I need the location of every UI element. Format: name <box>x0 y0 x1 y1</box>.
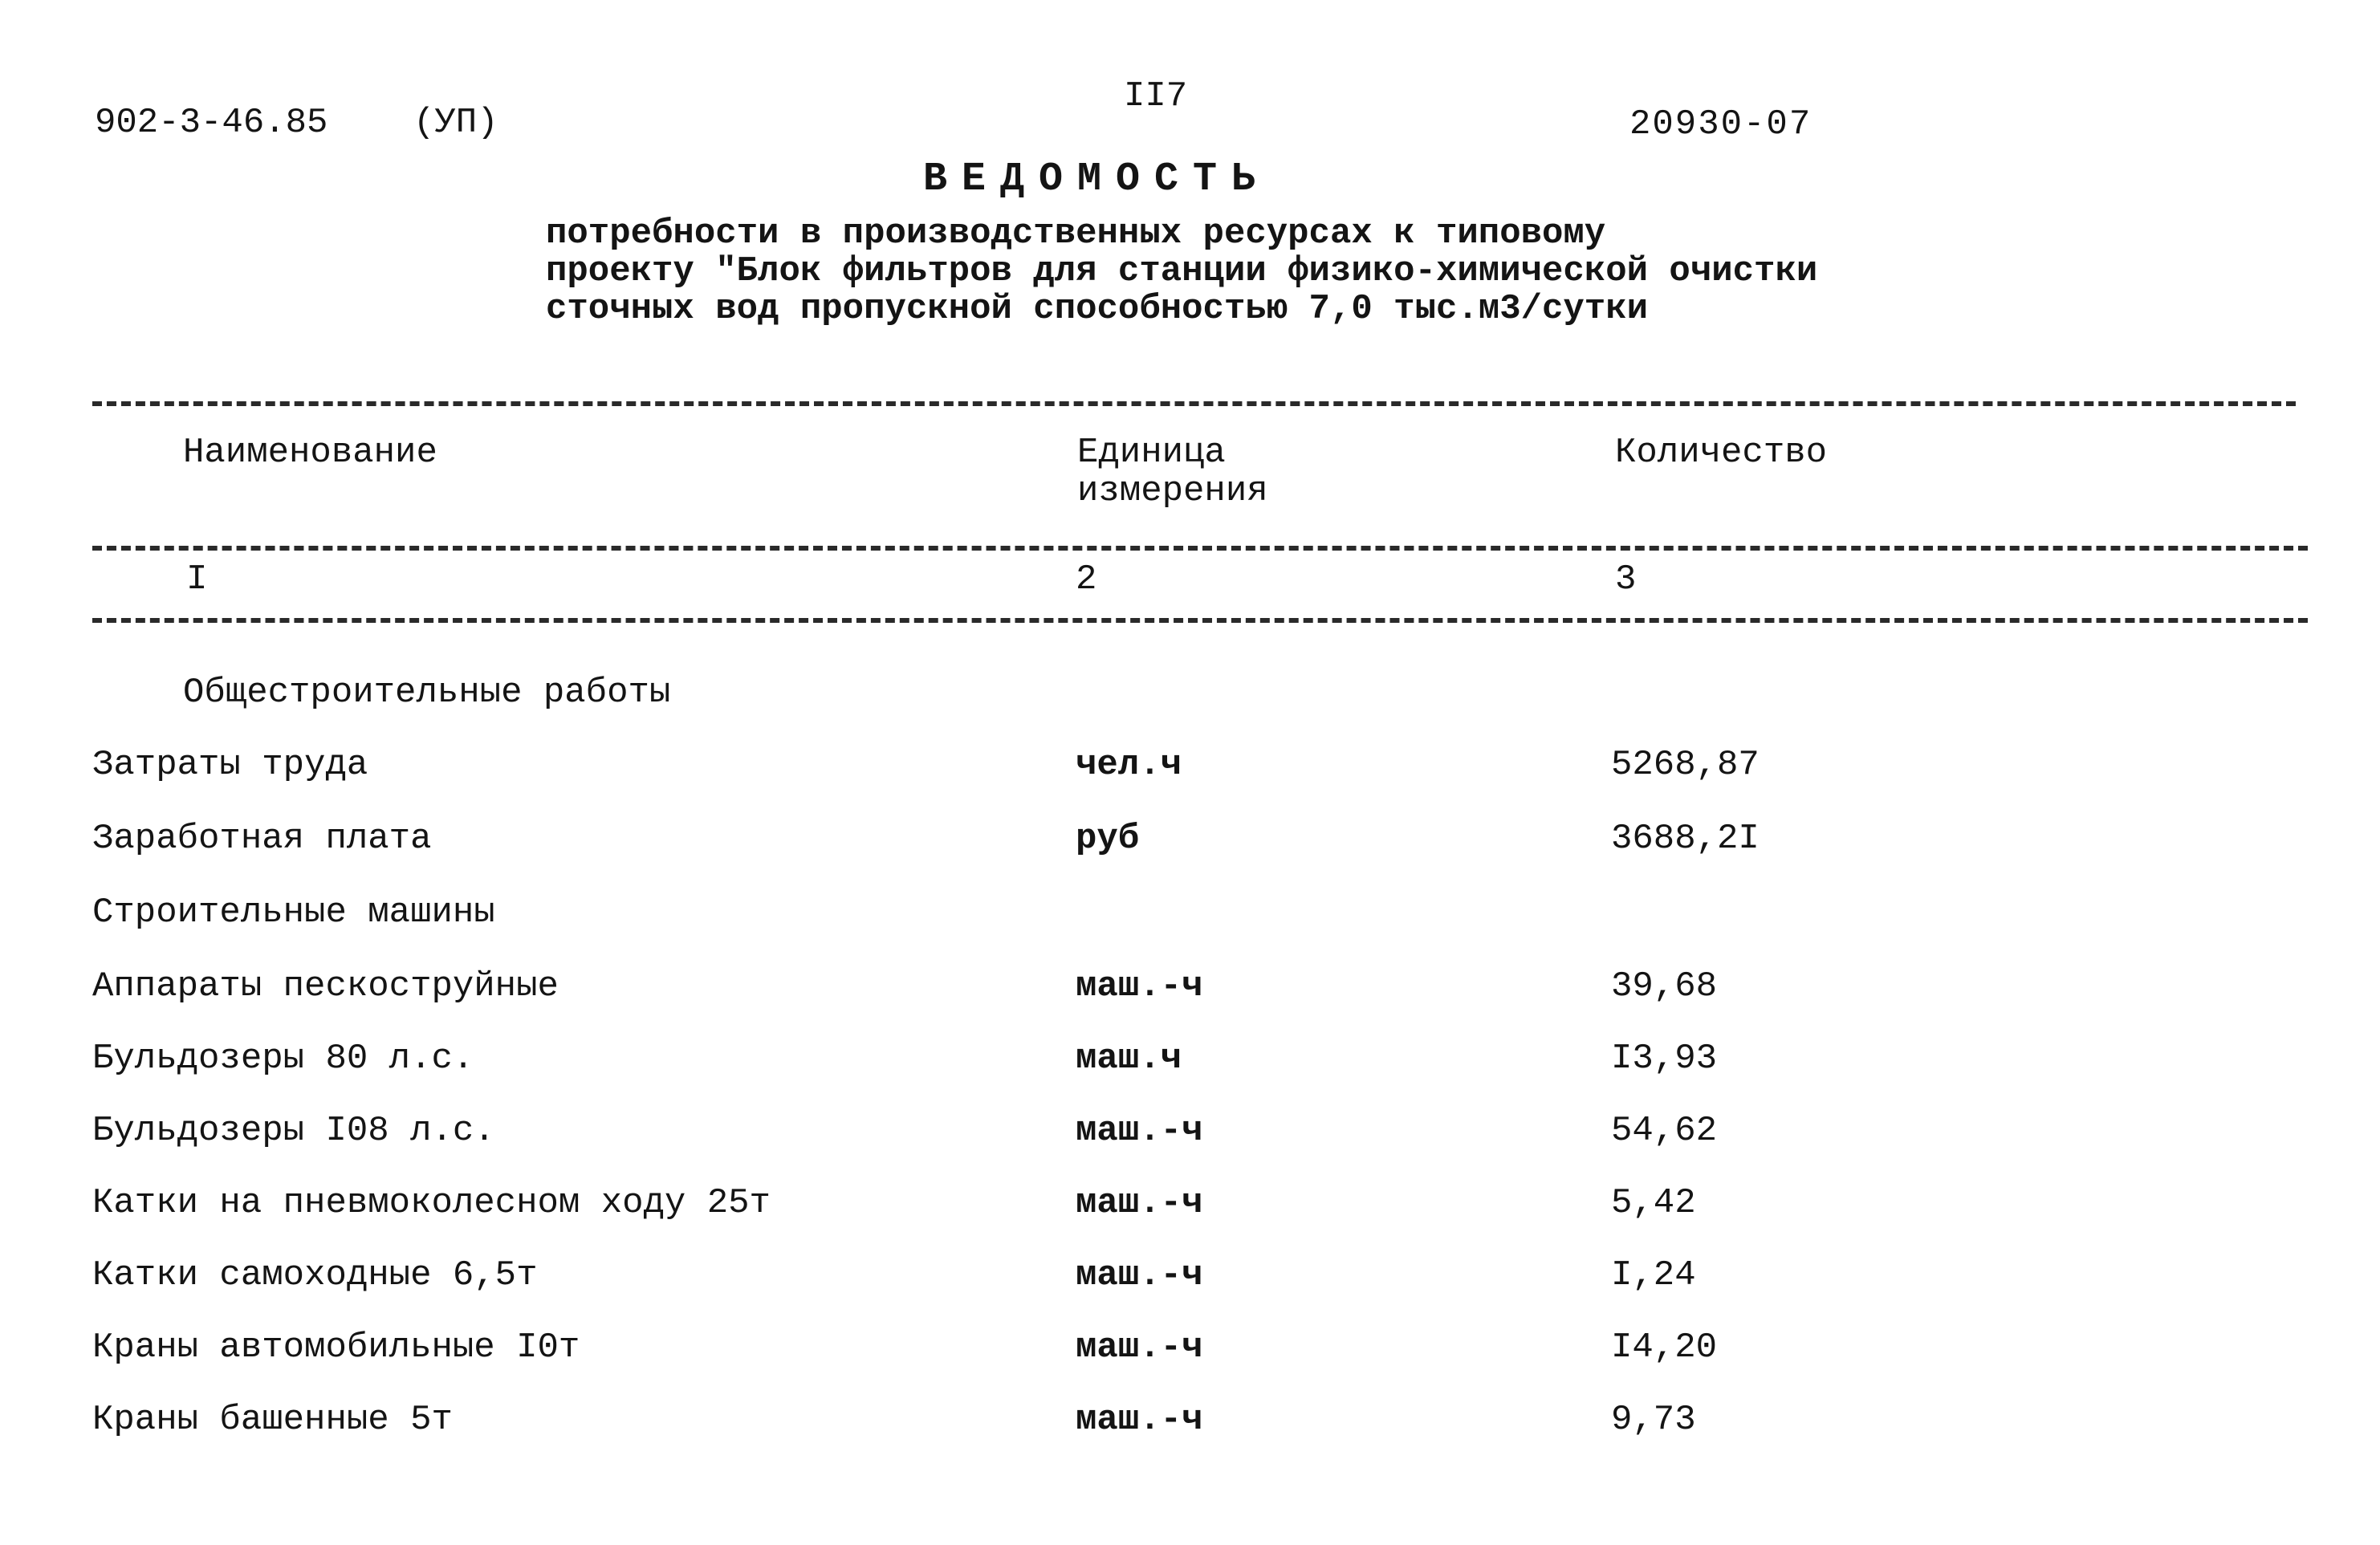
row-quantity: 54,62 <box>1611 1111 1718 1151</box>
table-header-rule <box>92 546 2308 551</box>
row-unit: маш.-ч <box>1076 1327 1203 1368</box>
row-name: Катки на пневмоколесном ходу 25т <box>92 1183 771 1223</box>
row-quantity: I4,20 <box>1611 1327 1718 1368</box>
row-quantity: 3688,2I <box>1611 819 1760 859</box>
row-unit: маш.-ч <box>1076 1183 1203 1223</box>
column-header-name: Наименование <box>183 433 437 473</box>
row-unit: чел.ч <box>1076 745 1182 785</box>
document-code-suffix: (УП) <box>413 103 498 143</box>
row-unit: маш.-ч <box>1076 966 1203 1006</box>
row-quantity: 9,73 <box>1611 1400 1696 1440</box>
column-header-quantity: Количество <box>1615 433 1828 473</box>
row-name: Краны башенные 5т <box>92 1400 453 1440</box>
section-title: Общестроительные работы <box>183 673 671 713</box>
document-subtitle: потребности в производственных ресурсах к типовому проекту "Блок фильтров для станции физико-химической очистки сточных вод пропускной способностью 7,0 тыс.м3/сутки <box>546 213 1818 329</box>
row-name: Краны автомобильные I0т <box>92 1327 580 1368</box>
row-name: Затраты труда <box>92 745 368 785</box>
row-name: Катки самоходные 6,5т <box>92 1255 538 1295</box>
row-unit: маш.-ч <box>1076 1400 1203 1440</box>
row-unit: маш.-ч <box>1076 1255 1203 1295</box>
column-number-2: 2 <box>1076 559 1097 600</box>
row-unit: маш.-ч <box>1076 1111 1203 1151</box>
row-quantity: I,24 <box>1611 1255 1696 1295</box>
row-quantity: 39,68 <box>1611 966 1718 1006</box>
row-name: Заработная плата <box>92 819 432 859</box>
row-unit: маш.ч <box>1076 1039 1182 1079</box>
sheet-code: 20930-07 <box>1629 104 1812 144</box>
row-quantity: 5268,87 <box>1611 745 1760 785</box>
column-number-3: 3 <box>1615 559 1637 600</box>
table-top-rule <box>92 401 2296 406</box>
row-name: Бульдозеры 80 л.с. <box>92 1039 474 1079</box>
row-quantity: I3,93 <box>1611 1039 1718 1079</box>
row-name: Строительные машины <box>92 892 495 933</box>
row-name: Бульдозеры I08 л.с. <box>92 1111 495 1151</box>
page-number: II7 <box>1124 76 1188 116</box>
column-header-unit: Единица измерения <box>1077 433 1268 511</box>
row-unit: руб <box>1076 819 1140 859</box>
document-code: 902-3-46.85 <box>95 103 328 143</box>
row-quantity: 5,42 <box>1611 1183 1696 1223</box>
column-number-1: I <box>186 559 208 600</box>
column-numbers-rule <box>92 618 2308 623</box>
row-name: Аппараты пескоструйные <box>92 966 559 1006</box>
document-title: ВЕДОМОСТЬ <box>923 157 1271 202</box>
